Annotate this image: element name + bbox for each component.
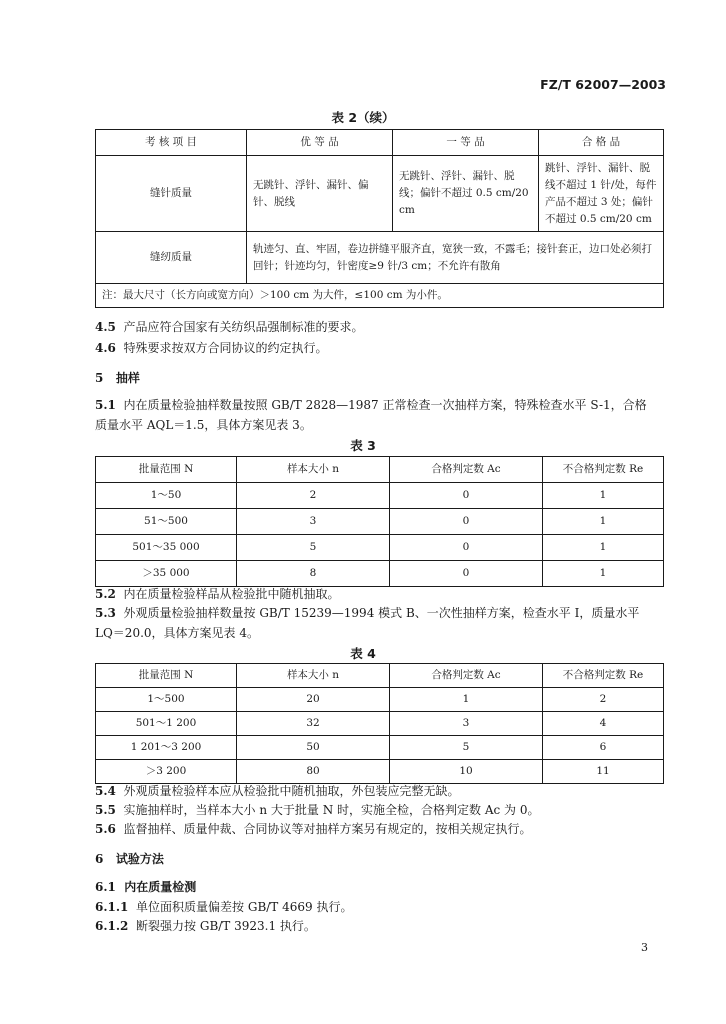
table-cell: 1 [543,483,664,509]
table3-header-ac: 合格判定数 Ac [390,457,543,483]
table-cell: 1 [543,535,664,561]
clause-text: 内在质量检验抽样数量按照 GB/T 2828—1987 正常检查一次抽样方案，特殊检查水平 S-1，合格 [123,398,647,412]
section-title: 内在质量检测 [124,880,197,894]
standard-number: FZ/T 62007—2003 [540,77,666,92]
clause-text: 单位面积质量偏差按 GB/T 4669 执行。 [136,900,353,914]
table-row [96,561,664,587]
table4 [95,663,664,784]
clause-number: 5.1 [95,398,116,412]
table-cell: 501～1 200 [96,712,237,736]
clause-5-1-line2: 质量水平 AQL＝1.5，具体方案见表 3。 [95,418,312,432]
section-title: 抽样 [115,371,140,385]
table2 [95,129,664,308]
table-cell: 10 [390,760,543,784]
table3-header-re: 不合格判定数 Re [543,457,664,483]
section-title: 试验方法 [115,852,164,866]
table2-cell-item: 缝针质量 [96,156,247,232]
clause-text: 产品应符合国家有关纺织品强制标准的要求。 [123,320,364,334]
table-cell: 3 [237,509,390,535]
table-cell: 8 [237,561,390,587]
page-number: 3 [641,941,648,954]
clause-number: 5.6 [95,822,116,836]
clause-number: 6.1.1 [95,900,129,914]
table-cell: 4 [543,712,664,736]
clause-text: 内在质量检验样品从检验批中随机抽取。 [123,587,340,601]
section-5-heading [95,369,140,386]
table2-note-row [96,284,664,308]
table-cell: 11 [543,760,664,784]
clause-5-2 [95,585,340,602]
table-row [96,535,664,561]
table4-header-row [96,664,664,688]
table2-row-stitch [96,156,664,232]
table-cell: 51～500 [96,509,237,535]
table-row [96,509,664,535]
table-cell: 0 [390,561,543,587]
table-row [96,483,664,509]
table2-header-qualified: 合 格 品 [539,130,664,156]
clause-6-1-2 [95,917,316,934]
clause-number: 5.2 [95,587,116,601]
clause-number: 4.6 [95,341,116,355]
section-number: 6.1 [95,880,116,894]
table-cell: 0 [390,509,543,535]
table-cell: 1 [543,561,664,587]
clause-number: 6.1.2 [95,919,129,933]
table2-row-sewing [96,232,664,284]
clause-text: 特殊要求按双方合同协议的约定执行。 [123,341,328,355]
clause-text: 外观质量检验样本应从检验批中随机抽取，外包装应完整无缺。 [123,784,460,798]
table2-note: 注：最大尺寸（长方向或宽方向）＞100 cm 为大件，≤100 cm 为小件。 [96,284,664,308]
table-cell: 0 [390,483,543,509]
clause-5-5 [95,801,540,818]
table-cell: 20 [237,688,390,712]
table-cell: 5 [237,535,390,561]
table-cell: 1 201～3 200 [96,736,237,760]
table2-cell-first: 无跳针、浮针、漏针、脱线；偏针不超过 0.5 cm/20 cm [393,156,539,232]
table-row [96,712,664,736]
table-cell: 0 [390,535,543,561]
table2-cell-item: 缝纫质量 [96,232,247,284]
table-cell: 6 [543,736,664,760]
clause-4-5 [95,318,364,335]
table2-header-excellent: 优 等 品 [247,130,393,156]
table2-cell-sewing-requirement: 轨迹匀、直、牢固，卷边拼缝平服齐直，宽狭一致，不露毛；接针套正，边口处必须打回针；针迹均匀，针密度≥9 针/3 cm；不允许有散角 [247,232,664,284]
clause-5-3-line1 [95,604,639,621]
clause-5-4 [95,782,460,799]
clause-number: 5.4 [95,784,116,798]
table3-header-lot: 批量范围 N [96,457,237,483]
clause-text: 实施抽样时，当样本大小 n 大于批量 N 时，实施全检，合格判定数 Ac 为 0。 [123,803,540,817]
section-6-heading [95,850,164,867]
table3-header-row [96,457,664,483]
table-row [96,736,664,760]
clause-6-1-1 [95,898,352,915]
table-cell: 1～500 [96,688,237,712]
clause-5-1-line1 [95,396,647,413]
table4-header-ac: 合格判定数 Ac [390,664,543,688]
clause-text: 外观质量检验抽样数量按 GB/T 15239—1994 模式 B、一次性抽样方案，检查水平 Ⅰ，质量水平 [123,606,640,620]
table2-cell-qualified: 跳针、浮针、漏针、脱线不超过 1 针/处，每件产品不超过 3 处；偏针不超过 0.5 cm/20 cm [539,156,664,232]
table-cell: ＞35 000 [96,561,237,587]
table-cell: 1 [390,688,543,712]
table4-header-lot: 批量范围 N [96,664,237,688]
section-number: 5 [95,371,104,385]
table2-cell-excellent: 无跳针、浮针、漏针、偏针、脱线 [247,156,393,232]
clause-text: 断裂强力按 GB/T 3923.1 执行。 [136,919,316,933]
table-cell: 1 [543,509,664,535]
table-cell: ＞3 200 [96,760,237,784]
clause-number: 5.5 [95,803,116,817]
table-cell: 2 [237,483,390,509]
table-cell: 50 [237,736,390,760]
clause-5-3-line2: LQ＝20.0，具体方案见表 4。 [95,626,259,640]
table2-header-row [96,130,664,156]
table-cell: 2 [543,688,664,712]
table-cell: 5 [390,736,543,760]
table-cell: 32 [237,712,390,736]
clause-4-6 [95,339,328,356]
clause-number: 4.5 [95,320,116,334]
table-row [96,760,664,784]
table4-header-re: 不合格判定数 Re [543,664,664,688]
table-row [96,688,664,712]
table2-header-first: 一 等 品 [393,130,539,156]
table3-header-sample: 样本大小 n [237,457,390,483]
table-cell: 501～35 000 [96,535,237,561]
table-cell: 80 [237,760,390,784]
table3 [95,456,664,587]
table-cell: 1～50 [96,483,237,509]
table2-caption: 表 2（续） [331,110,395,125]
section-number: 6 [95,852,104,866]
table4-header-sample: 样本大小 n [237,664,390,688]
table3-caption: 表 3 [350,438,376,453]
subsection-6-1-heading [95,878,196,895]
clause-number: 5.3 [95,606,116,620]
table4-caption: 表 4 [350,646,376,661]
clause-5-6 [95,820,532,837]
clause-text: 监督抽样、质量仲裁、合同协议等对抽样方案另有规定的，按相关规定执行。 [123,822,532,836]
table-cell: 3 [390,712,543,736]
table2-header-item: 考 核 项 目 [96,130,247,156]
